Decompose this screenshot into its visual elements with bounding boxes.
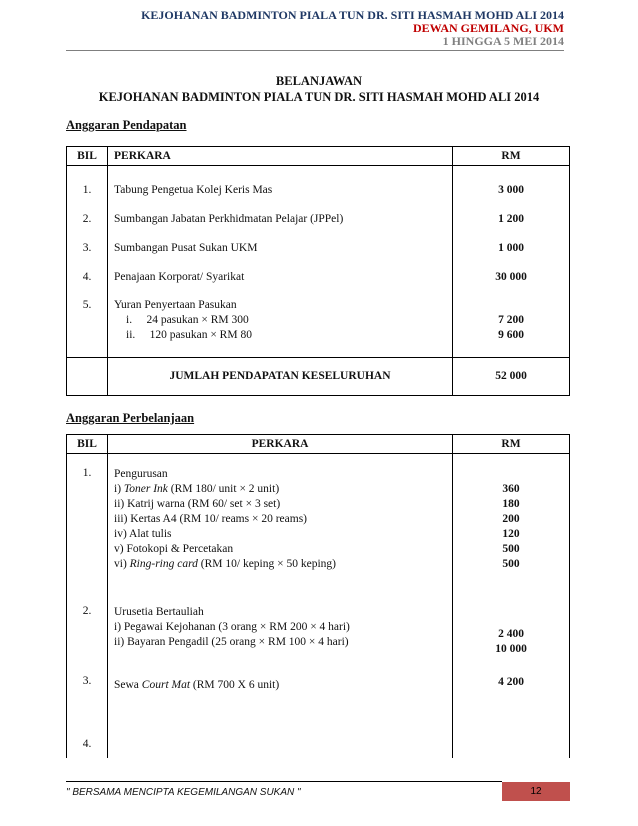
page-number: 12 [502, 782, 570, 801]
table-row: 3. Sewa Court Mat (RM 700 X 6 unit) 4 200 [67, 675, 570, 735]
total-value: 52 000 [453, 357, 570, 395]
expense-header-row [67, 435, 570, 454]
header-divider [66, 50, 564, 51]
footer-slogan: " BERSAMA MENCIPTA KEGEMILANGAN SUKAN " [66, 787, 301, 798]
col-rm: RM [453, 147, 570, 166]
header-dates: 1 HINGGA 5 MEI 2014 [442, 34, 564, 48]
income-header-row [67, 147, 570, 166]
header-title: KEJOHANAN BADMINTON PIALA TUN DR. SITI HASMAH MOHD ALI 2014 [141, 8, 564, 22]
footer-divider [66, 781, 502, 782]
table-row: 5. Yuran Penyertaan Pasukan i. 24 pasukan × RM 300 ii. 120 pasukan × RM 80 7 200 9 600 [67, 292, 570, 358]
col-bil: BIL [67, 147, 108, 166]
table-row: 4. [67, 735, 570, 758]
expense-heading: Anggaran Perbelanjaan [66, 411, 195, 425]
col-perkara: PERKARA [108, 147, 453, 166]
table-row: 4. Penajaan Korporat/ Syarikat 30 000 [67, 263, 570, 292]
income-total-row [67, 357, 570, 395]
table-row: 1. Tabung Pengetua Kolej Keris Mas 3 000 [67, 176, 570, 205]
table-row: 2. Urusetia Bertauliah i) Pegawai Kejohanan (3 orang × RM 200 × 4 hari) ii) Bayaran Pengadil (25 orang × RM 100 × 4 hari) 2 400 10 000 [67, 601, 570, 675]
table-row: 2. Sumbangan Jabatan Perkhidmatan Pelajar (JPPel) 1 200 [67, 205, 570, 234]
table-row: 3. Sumbangan Pusat Sukan UKM 1 000 [67, 234, 570, 263]
header-venue: DEWAN GEMILANG, UKM [412, 21, 564, 35]
income-heading: Anggaran Pendapatan [66, 118, 187, 132]
col-rm: RM [453, 435, 570, 454]
page-title: BELANJAWAN [275, 74, 363, 88]
col-perkara: PERKARA [108, 435, 453, 454]
page-subtitle: KEJOHANAN BADMINTON PIALA TUN DR. SITI HASMAH MOHD ALI 2014 [98, 90, 540, 104]
income-table [66, 146, 570, 396]
col-bil: BIL [67, 435, 108, 454]
total-label: JUMLAH PENDAPATAN KESELURUHAN [108, 357, 453, 395]
expense-table [66, 434, 570, 758]
table-row: 1. Pengurusan i) Toner Ink (RM 180/ unit × 2 unit) ii) Katrij warna (RM 60/ set × 3 set) iii) Kertas A4 (RM 10/ reams × 20 reams) iv) Alat tulis v) Fotokopi & Percetakan vi) Ring-ring card (RM 10/ keping × 50 keping) 360 180 200 120 500 500 [67, 454, 570, 602]
